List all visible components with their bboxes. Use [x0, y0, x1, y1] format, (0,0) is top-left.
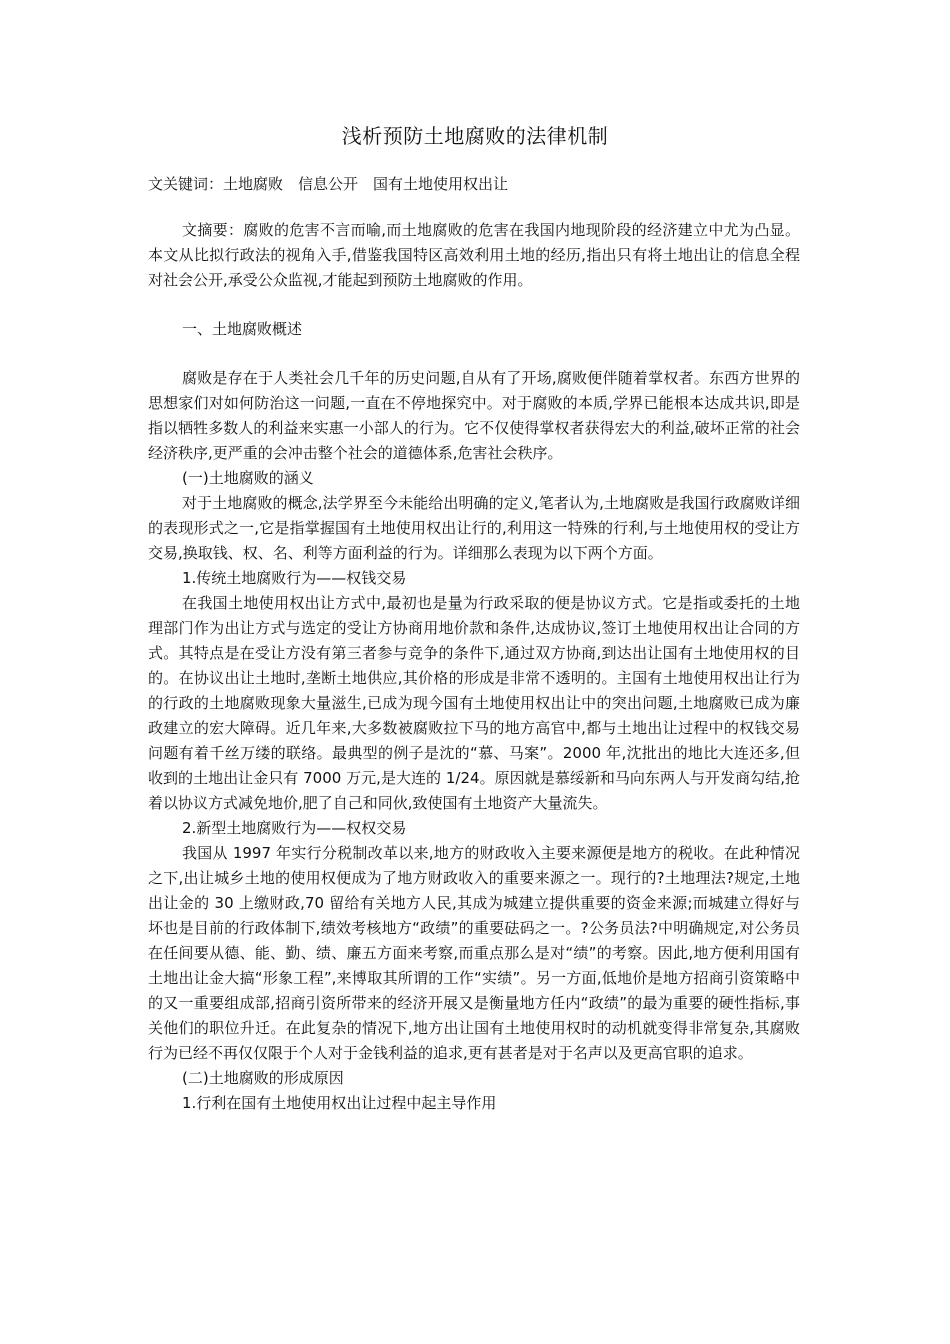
item2-paragraph: 我国从 1997 年实行分税制改革以来,地方的财政收入主要来源便是地方的税收。在此种情况之下,出让城乡土地的使用权便成为了地方财政收入的重要来源之一。现行的?土地理法?规定,土地出让金的 30 上缴财政,70 留给有关地方人民,其成为城建立提供重要的资金来源;而城建立得好与坏也是目前的行政体制下,绩效考核地方“政绩”的重要砝码之一。?公务员法?中明确规定,对公务员在任间要从德、能、勤、绩、廉五方面来考察,而重点那么是对“绩”的考察。因此,地方便利用国有土地出让金大搞“形象工程”,来博取其所谓的工作“实绩”。另一方面,低地价是地方招商引资策略中的又一重要组成部,招商引资所带来的经济开展又是衡量地方任内“政绩”的最为重要的硬性指标,事关他们的职位升迁。在此复杂的情况下,地方出让国有土地使用权时的动机就变得非常复杂,其腐败行为已经不再仅仅限于个人对于金钱利益的追求,更有甚者是对于名声以及更高官职的追求。 [148, 844, 800, 1062]
document-body [148, 172, 800, 1116]
subsection1-paragraph: 对于土地腐败的概念,法学界至今未能给出明确的定义,笔者认为,土地腐败是我国行政腐败详细的表现形式之一,它是指掌握国有土地使用权出让行的,利用这一特殊的行利,与土地使用权的受让方交易,换取钱、权、名、利等方面利益的行为。详细那么表现为以下两个方面。 [148, 494, 800, 562]
subsection-heading-1: (一)土地腐败的涵义 [182, 469, 314, 487]
subsection-heading-2: (二)土地腐败的形成原因 [182, 1069, 344, 1087]
section1-paragraph: 腐败是存在于人类社会几千年的历史问题,自从有了开场,腐败便伴随着掌权者。东西方世界的思想家们对如何防治这一问题,一直在不停地探究中。对于腐败的本质,学界已能根本达成共识,即是指以牺牲多数人的利益来实惠一小部人的行为。它不仅使得掌权者获得宏大的利益,破坏正常的社会经济秩序,更严重的会冲击整个社会的道德体系,危害社会秩序。 [148, 369, 800, 462]
item-heading-1: 1.传统土地腐败行为——权钱交易 [182, 569, 407, 587]
item1-paragraph: 在我国土地使用权出让方式中,最初也是量为行政采取的便是协议方式。它是指或委托的土地理部门作为出让方式与选定的受让方协商用地价款和条件,达成协议,签订土地使用权出让合同的方式。其特点是在受让方没有第三者参与竞争的条件下,通过双方协商,到达出让国有土地使用权的目的。在协议出让土地时,垄断土地供应,其价格的形成是非常不透明的。主国有土地使用权出让行为的行政的土地腐败现象大量滋生,已成为现今国有土地使用权出让中的突出问题,土地腐败已成为廉政建立的宏大障碍。近几年来,大多数被腐败拉下马的地方高官中,都与土地出让过程中的权钱交易问题有着千丝万缕的联络。最典型的例子是沈的“慕、马案”。2000 年,沈批出的地比大连还多,但收到的土地出让金只有 7000 万元,是大连的 1/24。原因就是慕绥新和马向东两人与开发商勾结,抢着以协议方式减免地价,肥了自己和同伙,致使国有土地资产大量流失。 [148, 594, 800, 812]
document-title: 浅析预防土地腐败的法律机制 [341, 124, 609, 148]
subsection2-item-heading-1: 1.行利在国有土地使用权出让过程中起主导作用 [182, 1094, 497, 1112]
spacer [148, 342, 800, 366]
spacer [148, 293, 800, 317]
abstract-paragraph: 文摘要：腐败的危害不言而喻,而土地腐败的危害在我国内地现阶段的经济建立中尤为凸显。本文从比拟行政法的视角入手,借鉴我国特区高效利用土地的经历,指出只有将土地出让的信息全程对社会公开,承受公众监视,才能起到预防土地腐败的作用。 [148, 221, 800, 289]
item-heading-2: 2.新型土地腐败行为——权权交易 [182, 819, 407, 837]
section-heading-1: 一、土地腐败概述 [182, 320, 303, 338]
keywords-line: 文关键词：土地腐败 信息公开 国有土地使用权出让 [148, 175, 509, 193]
